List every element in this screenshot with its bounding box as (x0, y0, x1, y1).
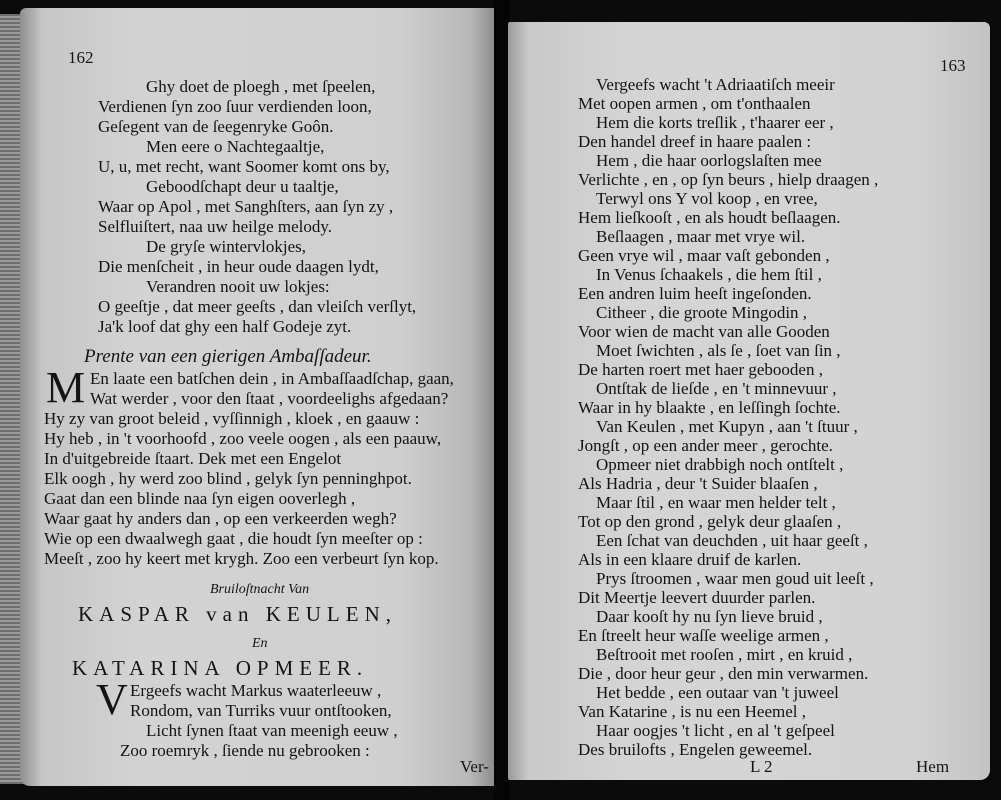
verse-line: Dit Meertje leevert duurder parlen. (578, 588, 816, 607)
verse-line: Jongſt , op een ander meer , gerochte. (578, 436, 833, 455)
verse-line: Daar kooſt hy nu ſyn lieve bruid , (596, 607, 823, 626)
verse-line: Selfluiſtert, naa uw heilge melody. (98, 217, 332, 236)
verse-line: Zoo roemryk , ſiende nu gebrooken : (120, 741, 370, 760)
verse-line: En ſtreelt heur waſſe weelige armen , (578, 626, 829, 645)
prose-line: In d'uitgebreide ſtaart. Dek met een Engelot (44, 449, 342, 468)
verse-line: Moet ſwichten , als ſe , ſoet van ſin , (596, 341, 841, 360)
verse-line: Als Hadria , deur 't Suider blaaſen , (578, 474, 818, 493)
verse-line: Voor wien de macht van alle Gooden (578, 322, 830, 341)
verse-line: Beſlaagen , maar met vrye wil. (596, 227, 806, 246)
verse-line: Die menſcheit , in heur oude daagen lydt, (98, 257, 379, 276)
verse-line: De gryſe wintervlokjes, (146, 237, 307, 256)
prose-line: Gaat dan een blinde naa ſyn eigen ooverlegh , (44, 489, 356, 508)
verse-line: Hem lieſkooſt , en als houdt beſlaagen. (578, 208, 841, 227)
prose-line: Hy zy van groot beleid , vyſſinnigh , kloek , en gaauw : (44, 409, 420, 428)
verse-line: Haar oogjes 't licht , en al 't geſpeel (596, 721, 835, 740)
verse-line: Verdienen ſyn zoo ſuur verdienden loon, (98, 97, 372, 116)
page-number: 162 (68, 48, 94, 67)
heading-name: KATARINA OPMEER. (72, 656, 369, 680)
prose-line: Elk oogh , hy werd zoo blind , gelyk ſyn penninghpot. (44, 469, 412, 488)
verse-line: Hem , die haar oorlogslaſten mee (596, 151, 822, 170)
left-page (20, 8, 496, 786)
section-title: Prente van een gierigen Ambaſſadeur. (84, 346, 372, 367)
verse-line: Maar ſtil , en waar men helder telt , (596, 493, 836, 512)
verse-line: Ja'k loof dat ghy een half Godeje zyt. (98, 317, 352, 336)
verse-line: De harten roert met haer gebooden , (578, 360, 823, 379)
verse-line: Rondom, van Turriks vuur ontſtooken, (130, 701, 392, 720)
page-number: 163 (940, 56, 966, 75)
verse-line: Hem die korts treſlik , t'haarer eer , (596, 113, 834, 132)
verse-line: O geeſtje , dat meer geeſts , dan vleiſch verſlyt, (98, 297, 417, 316)
heading-name: KASPAR van KEULEN, (78, 602, 397, 626)
prose-line: Hy heb , in 't voorhoofd , zoo veele oogen , als een paauw, (44, 429, 442, 448)
prose-line: Meeſt , zoo hy keert met krygh. Zoo een verbeurt ſyn kop. (44, 549, 439, 568)
prose-line: En laate een batſchen dein , in Ambaſſaadſchap, gaan, (90, 369, 454, 388)
verse-line: Tot op den grond , gelyk deur glaaſen , (578, 512, 842, 531)
verse-line: Die , door heur geur , den min verwarmen. (578, 664, 869, 683)
verse-line: Verandren nooit uw lokjes: (146, 277, 330, 296)
verse-line: Met oopen armen , om t'onthaalen (578, 94, 811, 113)
verse-line: Geſegent van de ſeegenryke Goôn. (98, 117, 334, 136)
verse-line: Van Keulen , met Kupyn , aan 't ſtuur , (596, 417, 858, 436)
verse-line: Geboodſchapt deur u taaltje, (146, 177, 339, 196)
catchword: Ver- (460, 757, 489, 776)
verse-line: Geen vrye wil , maar vaſt gebonden , (578, 246, 830, 265)
heading-conjunction: En (252, 636, 268, 651)
verse-line: Men eere o Nachtegaaltje, (146, 137, 325, 156)
verse-line: Ontſtak de lieſde , en 't minnevuur , (596, 379, 837, 398)
drop-cap: M (46, 363, 86, 412)
verse-line: Van Katarine , is nu een Heemel , (578, 702, 806, 721)
verse-line: Als in een klaare druif de karlen. (578, 550, 802, 569)
verse-line: Citheer , die groote Mingodin , (596, 303, 808, 322)
prose-line: Wie op een dwaalwegh gaat , die houdt ſyn meeſter op : (44, 529, 423, 548)
drop-cap: V (96, 675, 128, 724)
verse-line: Een andren luim heeſt ingeſonden. (578, 284, 812, 303)
verse-line: Opmeer niet drabbigh noch ontſtelt , (596, 455, 844, 474)
verse-line: Beſtrooit met rooſen , mirt , en kruid , (596, 645, 853, 664)
verse-line: Ghy doet de ploegh , met ſpeelen, (146, 77, 376, 96)
verse-line: Het bedde , een outaar van 't juweel (596, 683, 839, 702)
verse-line: Licht ſynen ſtaat van meenigh eeuw , (146, 721, 398, 740)
signature-mark: L 2 (750, 757, 773, 776)
right-page (508, 22, 990, 780)
verse-line: Ergeefs wacht Markus waaterleeuw , (130, 681, 382, 700)
heading-small: Bruiloſtnacht Van (210, 582, 310, 597)
verse-line: Terwyl ons Y vol koop , en vree, (596, 189, 818, 208)
verse-line: Waar in hy blaakte , en leſſingh ſochte. (578, 398, 841, 417)
catchword: Hem (916, 757, 950, 776)
verse-line: Den handel dreef in haare paalen : (578, 132, 812, 151)
prose-line: Waar gaat hy anders dan , op een verkeerden wegh? (44, 509, 397, 528)
verse-line: U, u, met recht, want Soomer komt ons by, (98, 157, 390, 176)
verse-line: Een ſchat van deuchden , uit haar geeſt , (596, 531, 868, 550)
prose-line: Wat werder , voor den ſtaat , voordeelighs afgedaan? (90, 389, 449, 408)
verse-line: Des bruilofts , Engelen geweemel. (578, 740, 813, 759)
verse-line: Prys ſtroomen , waar men goud uit leeſt , (596, 569, 874, 588)
verse-line: In Venus ſchaakels , die hem ſtil , (596, 265, 822, 284)
verse-line: Vergeefs wacht 't Adriaatiſch meeir (596, 75, 835, 94)
verse-line: Verlichte , en , op ſyn beurs , hielp draagen , (578, 170, 879, 189)
verse-line: Waar op Apol , met Sanghſters, aan ſyn zy , (98, 197, 394, 216)
